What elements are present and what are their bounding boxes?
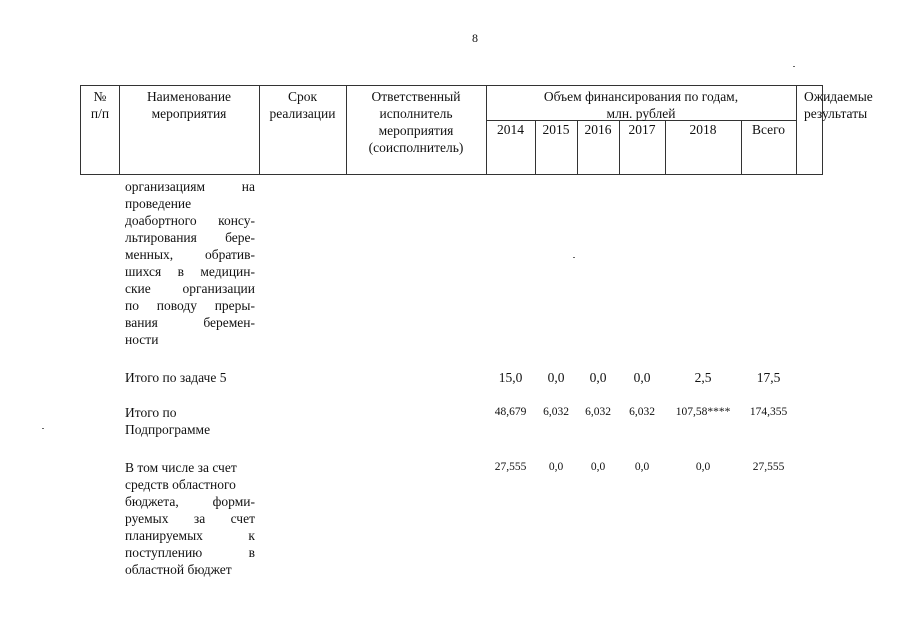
header-year-total: Всего <box>751 122 786 137</box>
value-2016: 6,032 <box>585 406 611 418</box>
value-2014: 27,555 <box>494 461 527 473</box>
row-label: Итого по Подпрограмме <box>125 405 211 437</box>
header-col-results: Ожидаемые результаты <box>804 89 873 121</box>
header-year-2015: 2015 <box>542 122 570 137</box>
header-year-2016: 2016 <box>584 122 612 137</box>
value-2017: 6,032 <box>629 406 655 418</box>
value-2018: 2,5 <box>694 370 712 385</box>
value-2017: 0,0 <box>634 461 650 473</box>
header-col-executor: Ответственный исполнитель мероприятия (соисполнитель) <box>368 89 464 155</box>
header-year-2014: 2014 <box>497 122 524 137</box>
value-total: 17,5 <box>756 370 781 385</box>
scan-speck <box>42 428 44 429</box>
value-2015: 6,032 <box>543 406 569 418</box>
page-number: 8 <box>472 31 478 45</box>
header-col-number: № п/п <box>90 89 110 121</box>
scan-speck <box>573 257 575 258</box>
continuation-text: организациям на проведение доабортного консу- льтирования бере- менных, обратив- шихся в медицин- ские организации по поводу преры- вания беремен- ности <box>125 179 255 347</box>
value-2015: 0,0 <box>548 461 564 473</box>
value-2014: 48,679 <box>494 406 527 418</box>
value-2018: 0,0 <box>695 461 711 473</box>
scan-speck <box>793 66 795 67</box>
row-label: Итого по задаче 5 <box>125 370 227 385</box>
value-2017: 0,0 <box>633 370 651 385</box>
value-2014: 15,0 <box>498 370 523 385</box>
value-total: 174,355 <box>749 406 788 418</box>
value-2018: 107,58**** <box>675 406 731 418</box>
value-2016: 0,0 <box>590 461 606 473</box>
value-2015: 0,0 <box>547 370 565 385</box>
header-year-2018: 2018 <box>689 122 717 137</box>
header-col-term: Срок реализации <box>269 89 336 121</box>
value-total: 27,555 <box>752 461 785 473</box>
header-col-name: Наименование мероприятия <box>146 89 232 121</box>
header-year-2017: 2017 <box>628 122 656 137</box>
header-col-funding: Объем финансирования по годам, млн. рублей <box>543 89 739 121</box>
row-label: В том числе за счет средств областного бюджета, форми- руемых за счет планируемых к поступлению в областной бюджет <box>125 460 255 577</box>
value-2016: 0,0 <box>589 370 607 385</box>
